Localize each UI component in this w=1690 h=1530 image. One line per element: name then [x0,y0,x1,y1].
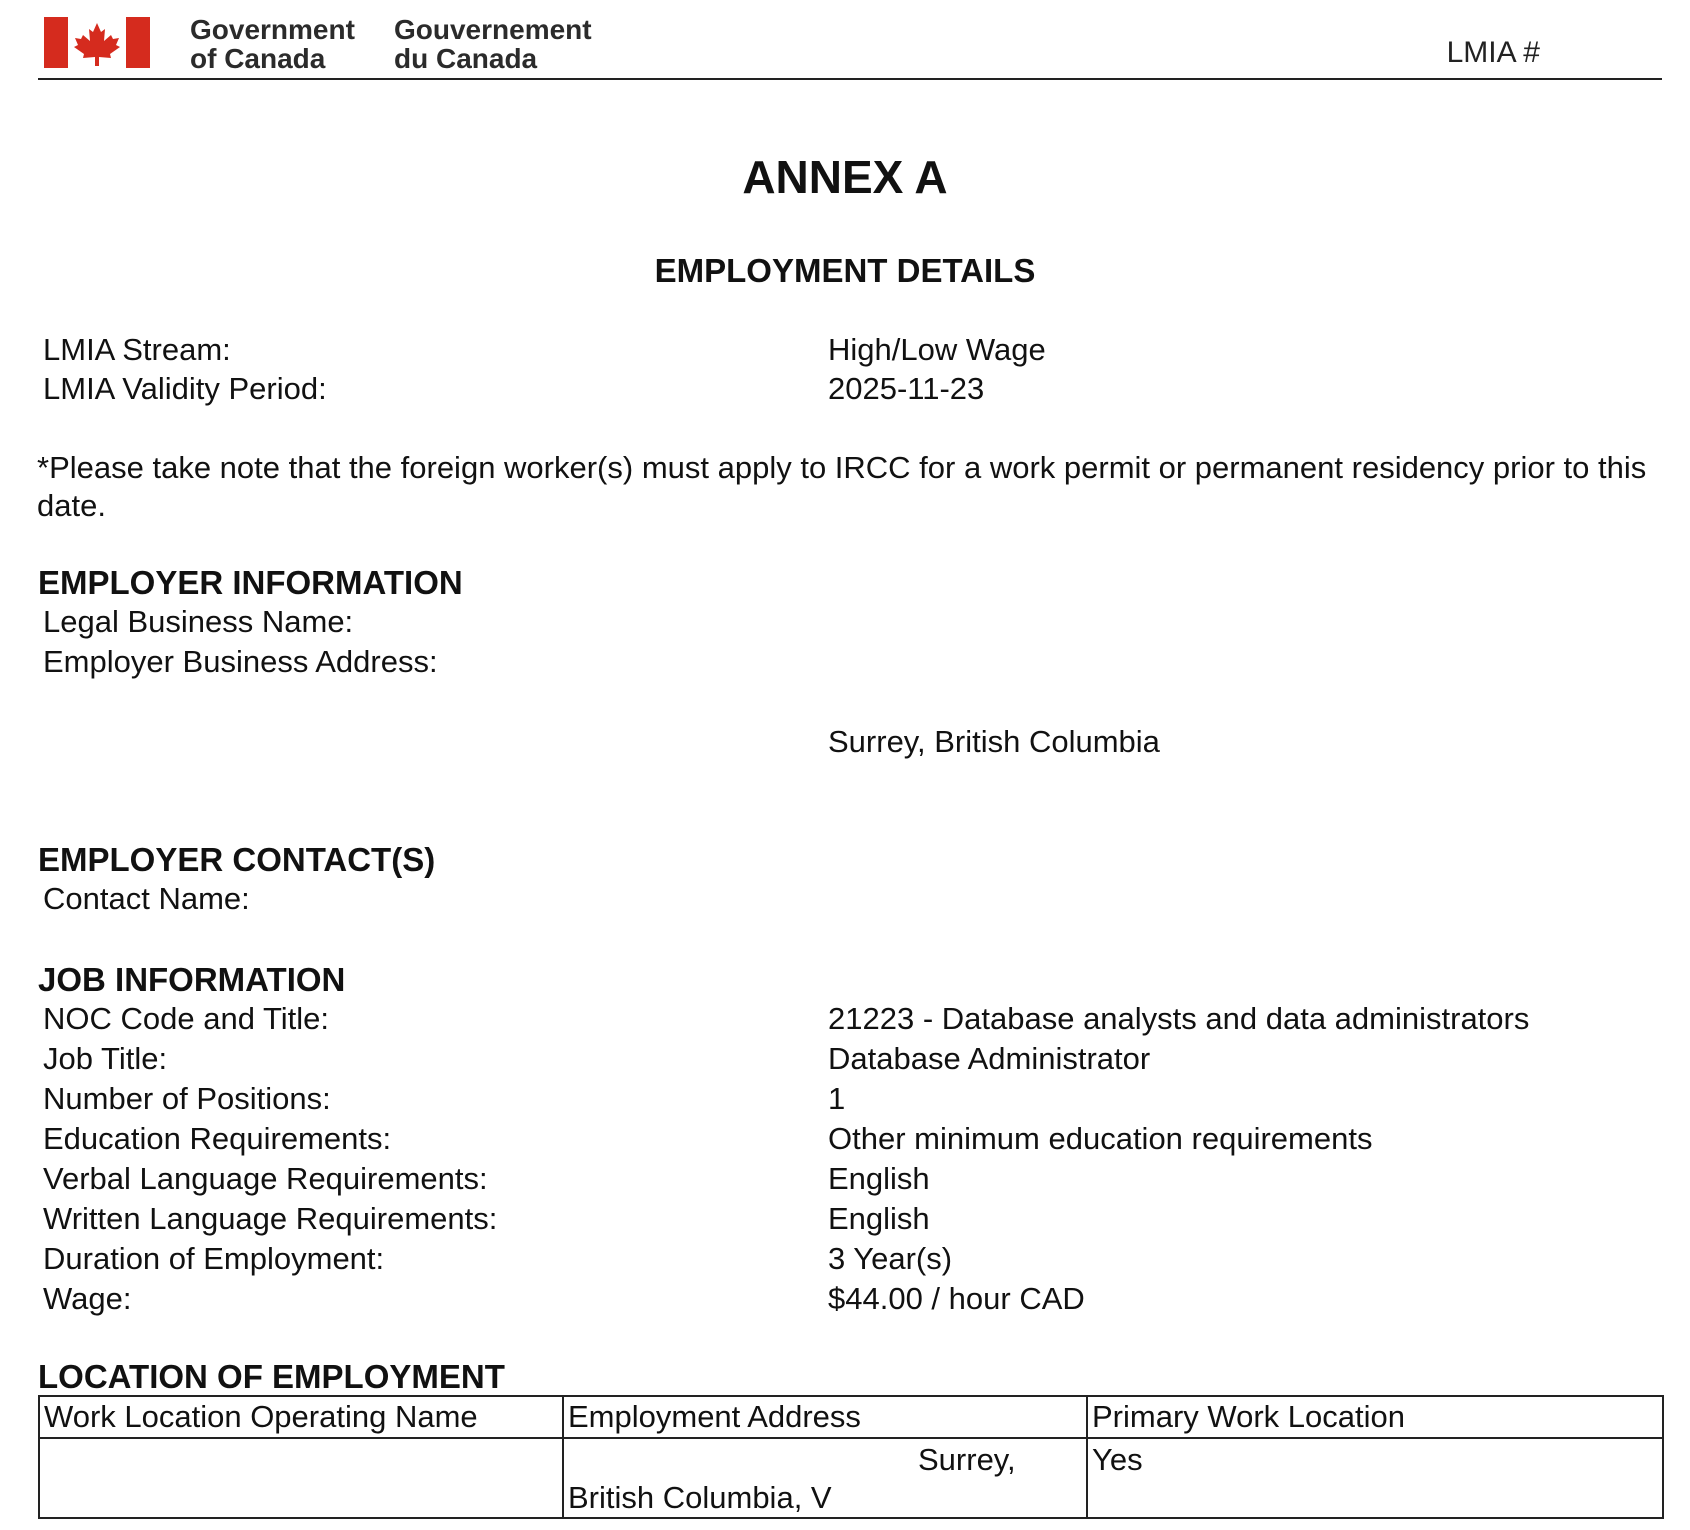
written-language-label: Written Language Requirements: [43,1201,498,1236]
gov-en-line1: Government [190,14,355,45]
column-header-operating-name: Work Location Operating Name [39,1396,563,1438]
government-of-canada-wordmark-fr [394,15,592,73]
table-header-row [39,1396,1663,1438]
written-language-value: English [828,1201,930,1236]
validity-notice: *Please take note that the foreign worker(s) must apply to IRCC for a work permit or permanent residency prior to this date. [37,450,1647,523]
lmia-stream-label: LMIA Stream: [43,332,231,367]
gov-en-line2: of Canada [190,43,326,74]
employer-contacts-heading: EMPLOYER CONTACT(S) [38,841,436,878]
address-line-1: Surrey, [918,1442,1016,1477]
primary-location-cell: Yes [1087,1438,1663,1518]
lmia-stream-value: High/Low Wage [828,332,1046,367]
positions-value: 1 [828,1081,846,1116]
noc-code-value: 21223 - Database analysts and data administrators [828,1001,1530,1036]
column-header-primary-location: Primary Work Location [1087,1396,1663,1438]
lmia-number: LMIA # [1446,36,1540,69]
legal-business-name-label: Legal Business Name: [43,604,354,639]
employer-address-city: Surrey, British Columbia [828,724,1160,759]
location-heading: LOCATION OF EMPLOYMENT [38,1358,505,1395]
wage-value: $44.00 / hour CAD [828,1281,1085,1316]
job-title-label: Job Title: [43,1041,168,1076]
job-info-heading: JOB INFORMATION [38,961,346,998]
government-of-canada-wordmark-en [190,15,355,73]
positions-label: Number of Positions: [43,1081,331,1116]
address-line-2: British Columbia, V [568,1480,832,1515]
lmia-validity-label: LMIA Validity Period: [43,371,327,406]
education-label: Education Requirements: [43,1121,392,1156]
table-row [39,1438,1663,1518]
noc-code-label: NOC Code and Title: [43,1001,330,1036]
employer-address-label: Employer Business Address: [43,644,438,679]
duration-value: 3 Year(s) [828,1241,953,1276]
gov-fr-line2: du Canada [394,43,538,74]
employment-address-cell [563,1438,1087,1518]
location-table [38,1395,1664,1519]
wage-label: Wage: [43,1281,132,1316]
education-value: Other minimum education requirements [828,1121,1373,1156]
column-header-employment-address: Employment Address [563,1396,1087,1438]
lmia-validity-value: 2025-11-23 [828,371,985,406]
duration-label: Duration of Employment: [43,1241,385,1276]
section-title: EMPLOYMENT DETAILS [654,252,1036,289]
operating-name-cell [39,1438,563,1518]
gov-fr-line1: Gouvernement [394,14,592,45]
job-title-value: Database Administrator [828,1041,1151,1076]
page-title: ANNEX A [742,151,948,203]
verbal-language-value: English [828,1161,930,1196]
canada-flag-icon [44,17,150,68]
header-divider [38,78,1662,80]
employer-info-heading: EMPLOYER INFORMATION [38,564,463,601]
contact-name-label: Contact Name: [43,881,250,916]
verbal-language-label: Verbal Language Requirements: [43,1161,488,1196]
